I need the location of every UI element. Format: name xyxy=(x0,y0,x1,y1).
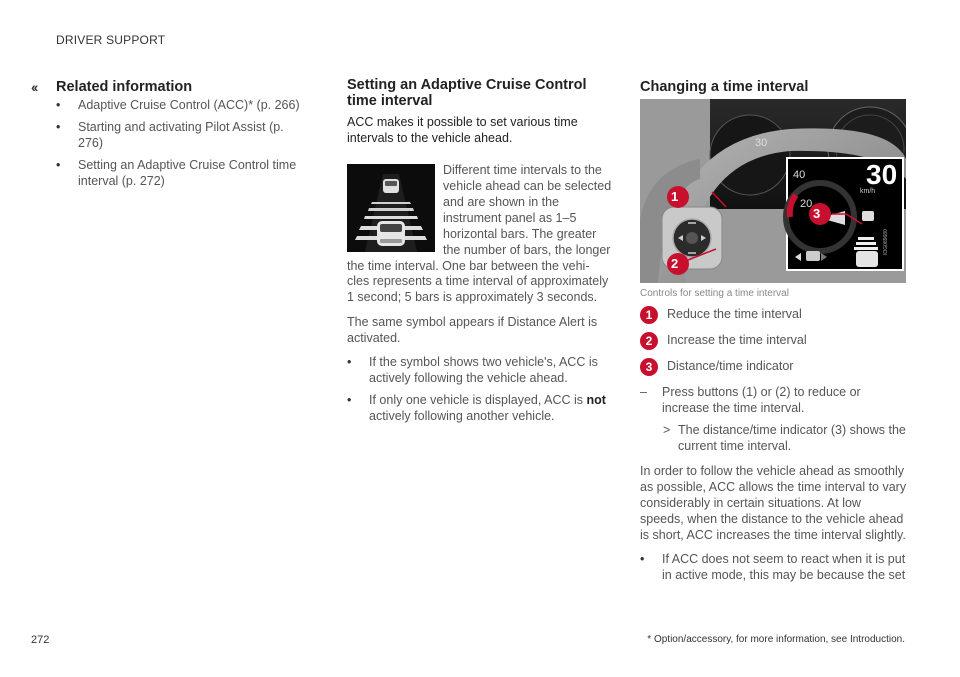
setting-heading: Setting an Adaptive Cruise Control time interval xyxy=(347,77,587,109)
gauge-mark-20: 20 xyxy=(800,198,813,210)
legend-item: 2 Increase the time interval xyxy=(640,332,908,350)
section-header: DRIVER SUPPORT xyxy=(56,33,166,47)
note-list xyxy=(640,551,908,583)
small-speed-readout: 30 xyxy=(755,137,768,149)
smooth-follow-paragraph: In order to follow the vehicle ahead as smoothly as possible, ACC allows the time interval to vary considerably in certain situations. At low speeds, when the distance to the vehicle ahead is short, ACC increases the time interval slightly. xyxy=(640,464,907,542)
vehicle-symbol-list xyxy=(347,354,615,424)
speed-readout: 30 xyxy=(866,159,898,190)
speed-unit: km/h xyxy=(860,188,876,195)
time-interval-paragraph-cont: cles represents a time interval of approximately 1 second; 5 bars is approximately 3 seconds. xyxy=(347,274,609,304)
time-interval-symbol-image xyxy=(347,164,435,252)
setting-section xyxy=(347,77,615,430)
page-number: 272 xyxy=(31,634,50,646)
callout-3: 3 xyxy=(813,206,821,221)
procedure-step: – Press buttons (1) or (2) to reduce or increase the time interval. xyxy=(640,385,861,415)
legend-item: 3 Distance/time indicator xyxy=(640,358,908,376)
related-list xyxy=(56,97,311,189)
setting-lead: ACC makes it possible to set various time intervals to the vehicle ahead. xyxy=(347,115,578,145)
related-heading: Related information xyxy=(56,79,193,95)
gauge-mark-40: 40 xyxy=(793,169,806,181)
list-item: • If only one vehicle is displayed, ACC is not actively following another vehicle. xyxy=(347,393,606,423)
changing-section xyxy=(640,79,908,589)
related-information xyxy=(56,79,311,195)
distance-alert-note: The same symbol appears if Distance Alert is activated. xyxy=(347,315,598,345)
callout-badge: 1 xyxy=(640,306,658,324)
footnote: * Option/accessory, for more information, see Introduction. xyxy=(647,634,905,645)
figure-legend xyxy=(640,306,908,376)
legend-item: 1 Reduce the time interval xyxy=(640,306,908,324)
back-chevron-icon[interactable]: ‹‹ xyxy=(31,79,37,95)
related-link[interactable]: • Adaptive Cruise Control (ACC)* (p. 266) xyxy=(56,98,300,112)
callout-2: 2 xyxy=(671,256,679,271)
related-link[interactable]: • Setting an Adaptive Cruise Control time interval (p. 272) xyxy=(56,158,297,188)
time-interval-paragraph: Different time intervals to the vehicle ahead can be selected and are shown in the instrument panel as 1–5 horizontal bars. The greater the number of bars, the longer the time interval. One bar between the vehi- xyxy=(347,163,612,273)
callout-1: 1 xyxy=(671,189,679,204)
related-link[interactable]: • Starting and activating Pilot Assist (p. 276) xyxy=(56,120,284,150)
changing-heading: Changing a time interval xyxy=(640,79,809,95)
image-code: IOG089680 xyxy=(883,229,889,255)
list-item: • If the symbol shows two vehicle's, ACC is actively following the vehicle ahead. xyxy=(347,355,598,385)
callout-badge: 3 xyxy=(640,358,658,376)
callout-badge: 2 xyxy=(640,332,658,350)
steering-wheel-figure xyxy=(640,99,906,283)
figure-caption: Controls for setting a time interval xyxy=(640,288,789,299)
procedure-result: > The distance/time indicator (3) shows the current time interval. xyxy=(663,423,906,453)
list-item: • If ACC does not seem to react when it is put in active mode, this may be because the set xyxy=(640,552,906,582)
